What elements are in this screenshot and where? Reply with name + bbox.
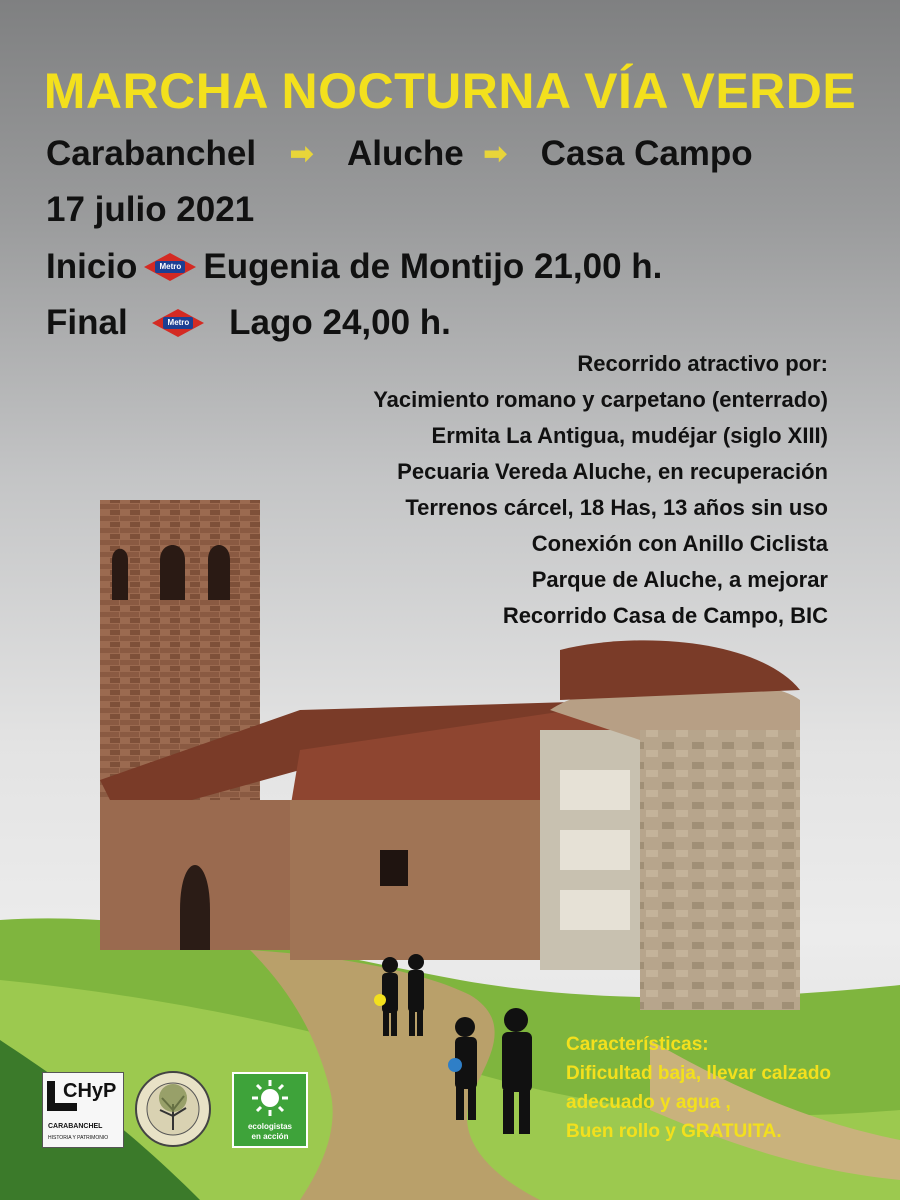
metro-badge-label: Metro [163, 317, 193, 329]
start-label: Inicio [46, 247, 138, 286]
ecologistas-logo-line2: en acción [251, 1132, 289, 1141]
metro-icon [143, 252, 197, 282]
ecologistas-logo-line1: ecologistas [247, 1122, 293, 1131]
chyp-logo-sub: CARABANCHEL [48, 1123, 103, 1130]
start-line [46, 247, 662, 287]
attraction-item: Yacimiento romano y carpetano (enterrado) [373, 387, 828, 412]
attraction-item: Ermita La Antigua, mudéjar (siglo XIII) [431, 423, 828, 448]
attraction-item: Parque de Aluche, a mejorar [531, 567, 828, 592]
route-from: Carabanchel [46, 133, 257, 173]
attraction-item: Conexión con Anillo Ciclista [531, 531, 828, 556]
chyp-logo-main: CHyP [63, 1080, 117, 1102]
poster-title: MARCHA NOCTURNA VÍA VERDE [43, 63, 857, 119]
start-station: Eugenia de Montijo 21,00 h. [203, 247, 663, 286]
chyp-logo-sub2: HISTORIA Y PATRIMONIO [48, 1135, 109, 1141]
features-block [566, 1030, 831, 1146]
attractions-list [373, 346, 828, 634]
end-label: Final [46, 303, 128, 342]
attraction-item: Recorrido Casa de Campo, BIC [502, 603, 828, 628]
attractions-heading: Recorrido atractivo por: [577, 351, 828, 376]
attraction-item: Terrenos cárcel, 18 Has, 13 años sin uso [405, 495, 828, 520]
church-door [180, 865, 210, 950]
metro-badge-label: Metro [155, 261, 185, 273]
arrow-right-icon: ➡ [289, 138, 314, 170]
features-line: Dificultad baja, llevar calzado [566, 1063, 832, 1084]
tree-seal-logo [134, 1070, 212, 1148]
arrow-right-icon: ➡ [483, 138, 507, 170]
features-line: Buen rollo y GRATUITA. [566, 1121, 782, 1142]
end-line [46, 303, 451, 343]
route-to: Casa Campo [540, 133, 753, 173]
features-line: adecuado y agua , [566, 1092, 731, 1113]
chyp-logo [42, 1072, 124, 1148]
attraction-item: Pecuaria Vereda Aluche, en recuperación [397, 459, 828, 484]
ecologistas-logo [232, 1072, 308, 1148]
end-station: Lago 24,00 h. [229, 303, 451, 342]
event-date: 17 julio 2021 [46, 190, 255, 229]
route-line [46, 132, 753, 174]
features-heading: Características: [566, 1034, 709, 1055]
route-via: Aluche [347, 133, 464, 173]
metro-icon [151, 308, 205, 338]
